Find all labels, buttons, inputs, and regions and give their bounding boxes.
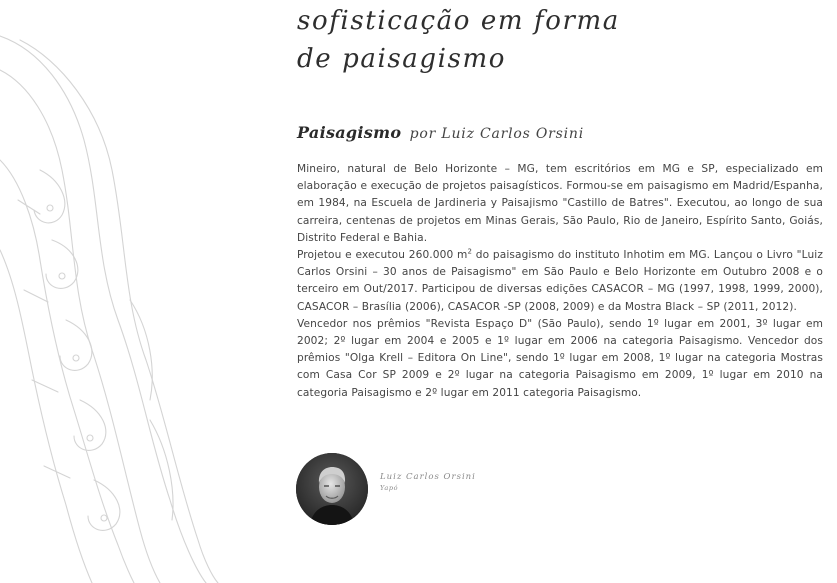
portrait-photo-icon bbox=[296, 453, 368, 525]
section-title-byline: por Luiz Carlos Orsini bbox=[409, 126, 585, 142]
headline-line-2: de paisagismo bbox=[297, 44, 507, 74]
author-name: Luiz Carlos Orsini bbox=[380, 472, 476, 482]
author-caption bbox=[380, 472, 476, 492]
bio-paragraph-2-end: do paisagismo do instituto Inhotim em MG. Lançou o Livro "Luiz Carlos Orsini – 30 anos de Paisagismo" em São Paulo e Belo Horizonte em Outubro 2008 e o terceiro em Out/2017. Participou de diversas edições CASACOR – MG (1997, 1998, 1999, 2000), CASACOR – Brasília (2006), CASACOR -SP (2008, 2009) e da Mostra Black – SP (2011, 2012). bbox=[297, 249, 823, 313]
author-block bbox=[296, 453, 476, 525]
bio-paragraph-2 bbox=[297, 247, 823, 316]
bio-text bbox=[297, 161, 823, 402]
bio-paragraph-2-start: Projetou e executou 260.000 m bbox=[297, 249, 468, 262]
avatar bbox=[296, 453, 368, 525]
headline-line-1: sofisticação em forma bbox=[297, 6, 620, 36]
section-title bbox=[297, 115, 584, 144]
bio-paragraph-1: Mineiro, natural de Belo Horizonte – MG, tem escritórios em MG e SP, especializado em elaboração e execução de projetos paisagísticos. Formou-se em paisagismo em Madrid/Espanha, em 1984, na Escuela de Jardineria y Paisajismo "Castillo de Batres". Executou, ao longo de sua carreira, centenas de projetos em Minas Gerais, São Paulo, Rio de Janeiro, Espírito Santo, Goiás, Distrito Federal e Bahia. bbox=[297, 163, 823, 244]
bio-paragraph-3: Vencedor nos prêmios "Revista Espaço D" (São Paulo), sendo 1º lugar em 2001, 3º lugar em 2002; 2º lugar em 2004 e 2005 e 1º lugar em 2006 na categoria Paisagismo. Vencedor dos prêmios "Olga Krell – Editora On Line", sendo 1º lugar em 2008, 1º lugar na categoria Mostras com Casa Cor SP 2009 e 2º lugar na categoria Paisagismo em 2009, 1º lugar em 2010 na categoria Paisagismo e 2º lugar em 2011 categoria Paisagismo. bbox=[297, 317, 823, 399]
headline bbox=[297, 2, 797, 78]
superscript-2: 2 bbox=[467, 247, 473, 256]
section-title-main: Paisagismo bbox=[297, 123, 402, 142]
author-company: Yapó bbox=[380, 484, 399, 492]
decorative-line-art-icon bbox=[0, 0, 260, 583]
